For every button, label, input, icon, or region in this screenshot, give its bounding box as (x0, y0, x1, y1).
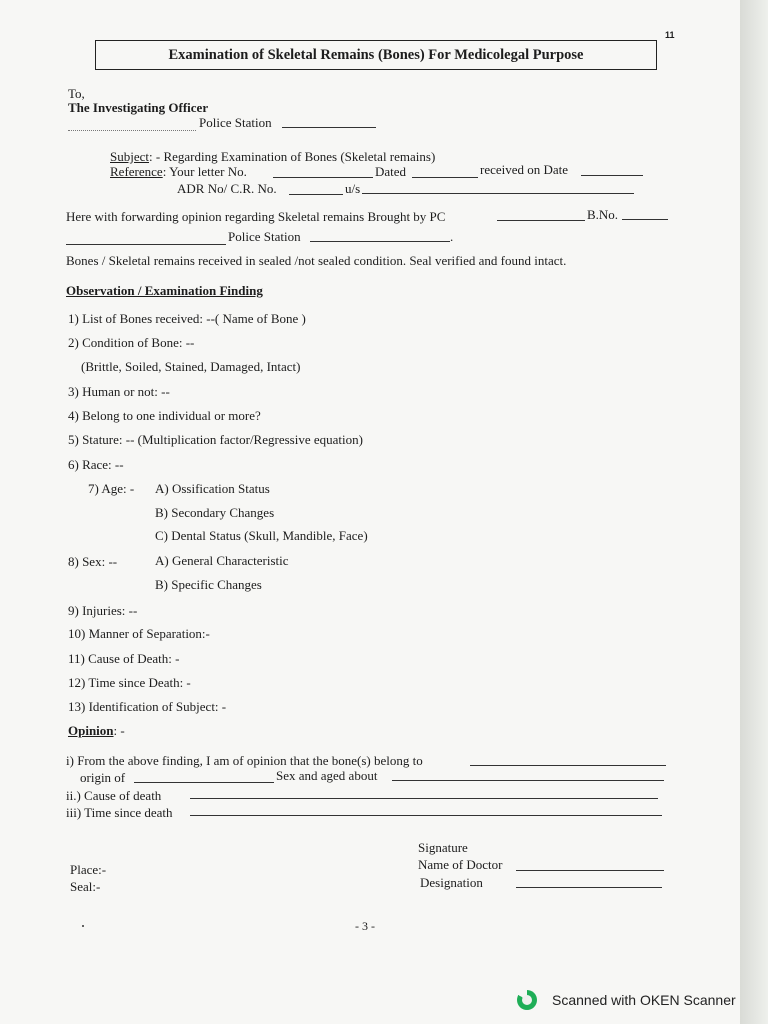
opinion-belong-blank (470, 765, 666, 766)
opinion-ii: ii.) Cause of death (66, 788, 162, 803)
finding-6: 6) Race: -- (68, 457, 124, 472)
station-name-blank (68, 130, 196, 131)
origin-blank (134, 782, 274, 783)
observation-heading: Observation / Examination Finding (66, 283, 263, 298)
bno-label: B.No. (587, 207, 619, 222)
finding-7c: C) Dental Status (Skull, Mandible, Face) (155, 528, 368, 543)
opinion-heading-line (68, 723, 125, 739)
finding-8a: A) General Characteristic (155, 553, 289, 568)
reference-text: : Your letter No. (162, 164, 247, 179)
scanner-watermark (517, 990, 736, 1010)
finding-13: 13) Identification of Subject: - (68, 699, 227, 714)
origin-label: origin of (80, 770, 126, 785)
designation-label: Designation (420, 875, 483, 890)
doctor-name-label: Name of Doctor (418, 857, 503, 872)
finding-5: 5) Stature: -- (Multiplication factor/Regressive equation) (68, 432, 363, 447)
doctor-name-blank (516, 870, 664, 871)
opinion-heading: Opinion (68, 723, 114, 738)
us-label: u/s (345, 181, 361, 196)
forwarding-police-station-label: Police Station (228, 229, 301, 244)
sex-aged-label: Sex and aged about (276, 768, 378, 783)
dated-label: Dated (375, 164, 407, 179)
dated-blank (412, 177, 478, 178)
police-station-label: Police Station (199, 115, 272, 130)
letter-no-blank (273, 177, 373, 178)
received-date-blank (581, 175, 643, 176)
forwarding-station-name-blank (66, 244, 226, 245)
finding-8b: B) Specific Changes (155, 577, 262, 592)
finding-4: 4) Belong to one individual or more? (68, 408, 261, 423)
subject-text: : - Regarding Examination of Bones (Skeletal remains) (149, 149, 436, 164)
scanner-brand-text: Scanned with OKEN Scanner (552, 992, 736, 1008)
finding-2: 2) Condition of Bone: -- (68, 335, 195, 350)
forwarding-line: Here with forwarding opinion regarding Skeletal remains Brought by PC (66, 209, 446, 224)
finding-1: 1) List of Bones received: --( Name of Bone ) (68, 311, 306, 326)
opinion-iii: iii) Time since death (66, 805, 173, 820)
forwarding-police-station-blank (310, 241, 450, 242)
finding-12: 12) Time since Death: - (68, 675, 191, 690)
finding-2-options: (Brittle, Soiled, Stained, Damaged, Intact) (81, 359, 301, 374)
reference-line (110, 164, 247, 180)
seal-statement: Bones / Skeletal remains received in sealed /not sealed condition. Seal verified and found intact. (66, 253, 567, 268)
stray-mark (82, 925, 84, 927)
page-number: 11 (665, 30, 675, 40)
page-footer-number: - 3 - (355, 919, 375, 933)
sex-aged-blank (392, 780, 664, 781)
us-blank (362, 193, 634, 194)
finding-7b: B) Secondary Changes (155, 505, 275, 520)
designation-blank (516, 887, 662, 888)
bno-blank (622, 219, 668, 220)
finding-9: 9) Injuries: -- (68, 603, 138, 618)
adr-blank (289, 194, 343, 195)
addressee: The Investigating Officer (68, 100, 209, 115)
place-label: Place:- (70, 862, 107, 877)
seal-label: Seal:- (70, 879, 101, 894)
finding-11: 11) Cause of Death: - (68, 651, 180, 666)
opinion-heading-suffix: : - (113, 723, 125, 738)
document-title-box (95, 40, 657, 70)
subject-line (110, 149, 435, 165)
reference-label: Reference (110, 164, 163, 179)
finding-10: 10) Manner of Separation:- (68, 626, 210, 641)
police-station-blank (282, 127, 376, 128)
time-since-death-blank (190, 815, 662, 816)
forwarding-period: . (450, 229, 454, 244)
cause-of-death-blank (190, 798, 658, 799)
finding-3: 3) Human or not: -- (68, 384, 170, 399)
scan-shadow-edge (740, 0, 768, 1024)
to-label: To, (68, 86, 85, 101)
finding-7a: A) Ossification Status (155, 481, 270, 496)
signature-label: Signature (418, 840, 468, 855)
subject-label: Subject (110, 149, 149, 164)
finding-8: 8) Sex: -- (68, 554, 118, 569)
finding-7: 7) Age: - (88, 481, 135, 496)
document-title: Examination of Skeletal Remains (Bones) For Medicolegal Purpose (168, 46, 584, 63)
pc-blank (497, 220, 585, 221)
adr-label: ADR No/ C.R. No. (177, 181, 277, 196)
opinion-i: i) From the above finding, I am of opinion that the bone(s) belong to (66, 753, 423, 768)
received-on-label: received on Date (480, 162, 569, 177)
oken-scanner-logo-icon (517, 990, 537, 1010)
